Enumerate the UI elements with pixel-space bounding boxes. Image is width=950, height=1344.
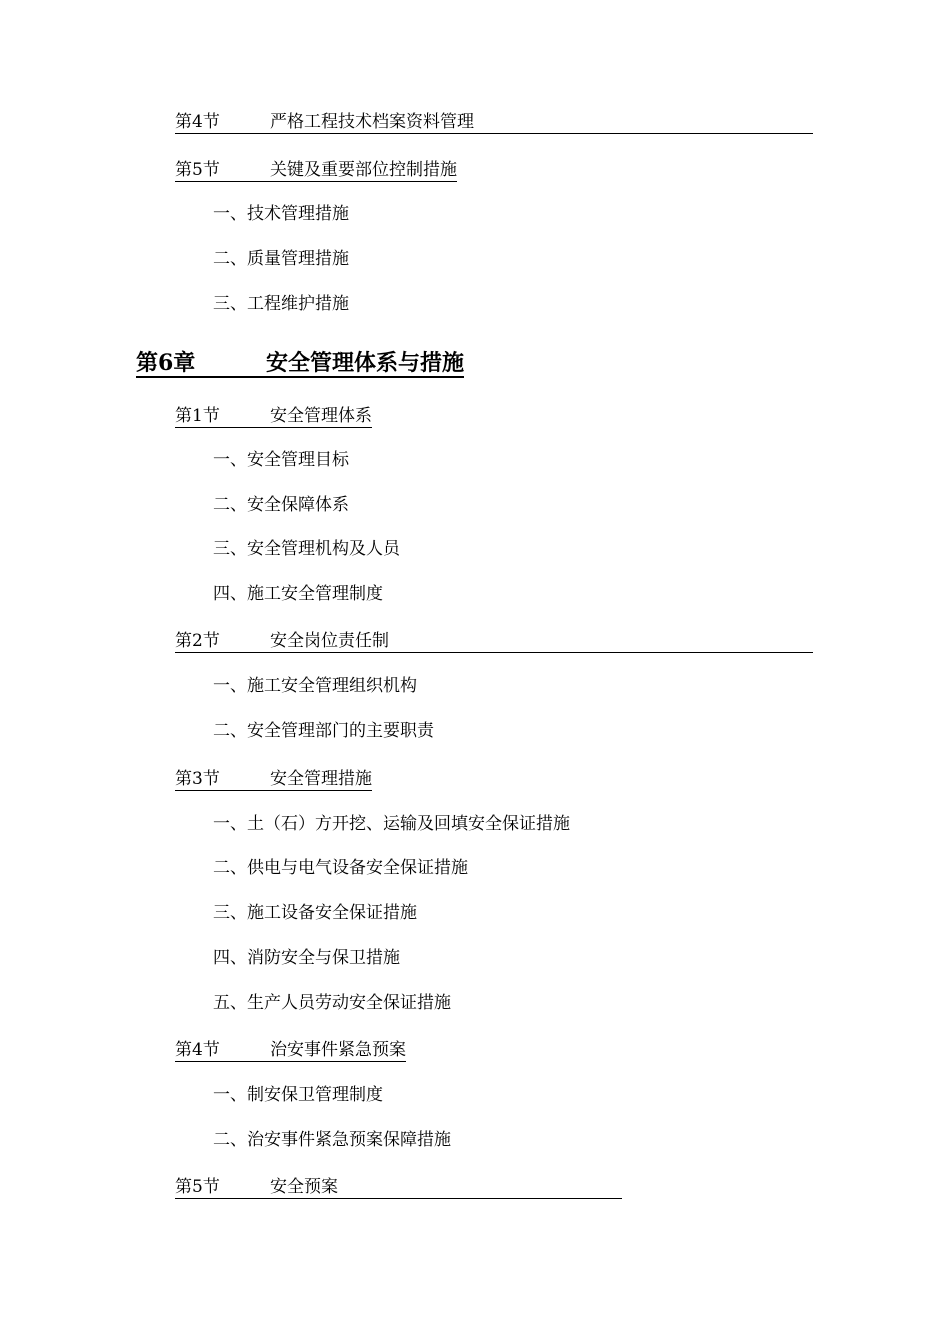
section-number: 第5节 <box>175 1177 220 1197</box>
section-title: 关键及重要部位控制措施 <box>270 160 457 180</box>
toc-section[interactable] <box>175 408 372 428</box>
toc-item[interactable]: 四、施工安全管理制度 <box>213 584 383 604</box>
section-number: 第1节 <box>175 406 220 426</box>
toc-item[interactable]: 三、工程维护措施 <box>213 294 349 314</box>
section-number: 第4节 <box>175 112 220 132</box>
toc-item[interactable]: 二、质量管理措施 <box>213 249 349 269</box>
toc-item[interactable]: 二、安全管理部门的主要职责 <box>213 721 434 741</box>
chapter-title: 安全管理体系与措施 <box>266 350 465 376</box>
toc-item[interactable]: 一、施工安全管理组织机构 <box>213 676 417 696</box>
toc-item[interactable]: 一、技术管理措施 <box>213 204 349 224</box>
toc-item[interactable]: 二、供电与电气设备安全保证措施 <box>213 858 468 878</box>
toc-section[interactable] <box>175 771 372 791</box>
section-title: 严格工程技术档案资料管理 <box>270 112 474 132</box>
toc-chapter[interactable] <box>136 352 464 378</box>
section-number: 第2节 <box>175 631 220 651</box>
section-title: 安全预案 <box>270 1177 338 1197</box>
section-number: 第4节 <box>175 1040 220 1060</box>
section-number: 第3节 <box>175 769 220 789</box>
toc-item[interactable]: 二、治安事件紧急预案保障措施 <box>213 1130 451 1150</box>
toc-item[interactable]: 五、生产人员劳动安全保证措施 <box>213 993 451 1013</box>
toc-section[interactable] <box>175 114 813 134</box>
toc-section[interactable] <box>175 633 813 653</box>
toc-item[interactable]: 三、安全管理机构及人员 <box>213 539 400 559</box>
toc-section[interactable] <box>175 1042 406 1062</box>
toc-section[interactable] <box>175 1179 622 1199</box>
toc-item[interactable]: 四、消防安全与保卫措施 <box>213 948 400 968</box>
section-title: 治安事件紧急预案 <box>270 1040 406 1060</box>
toc-item[interactable]: 三、施工设备安全保证措施 <box>213 903 417 923</box>
toc-item[interactable]: 一、土（石）方开挖、运输及回填安全保证措施 <box>213 814 570 834</box>
section-title: 安全岗位责任制 <box>270 631 389 651</box>
section-title: 安全管理措施 <box>270 769 372 789</box>
chapter-number: 第6章 <box>136 350 196 376</box>
toc-item[interactable]: 二、安全保障体系 <box>213 495 349 515</box>
section-title: 安全管理体系 <box>270 406 372 426</box>
toc-item[interactable]: 一、制安保卫管理制度 <box>213 1085 383 1105</box>
toc-item[interactable]: 一、安全管理目标 <box>213 450 349 470</box>
section-number: 第5节 <box>175 160 220 180</box>
toc-section[interactable] <box>175 162 457 182</box>
